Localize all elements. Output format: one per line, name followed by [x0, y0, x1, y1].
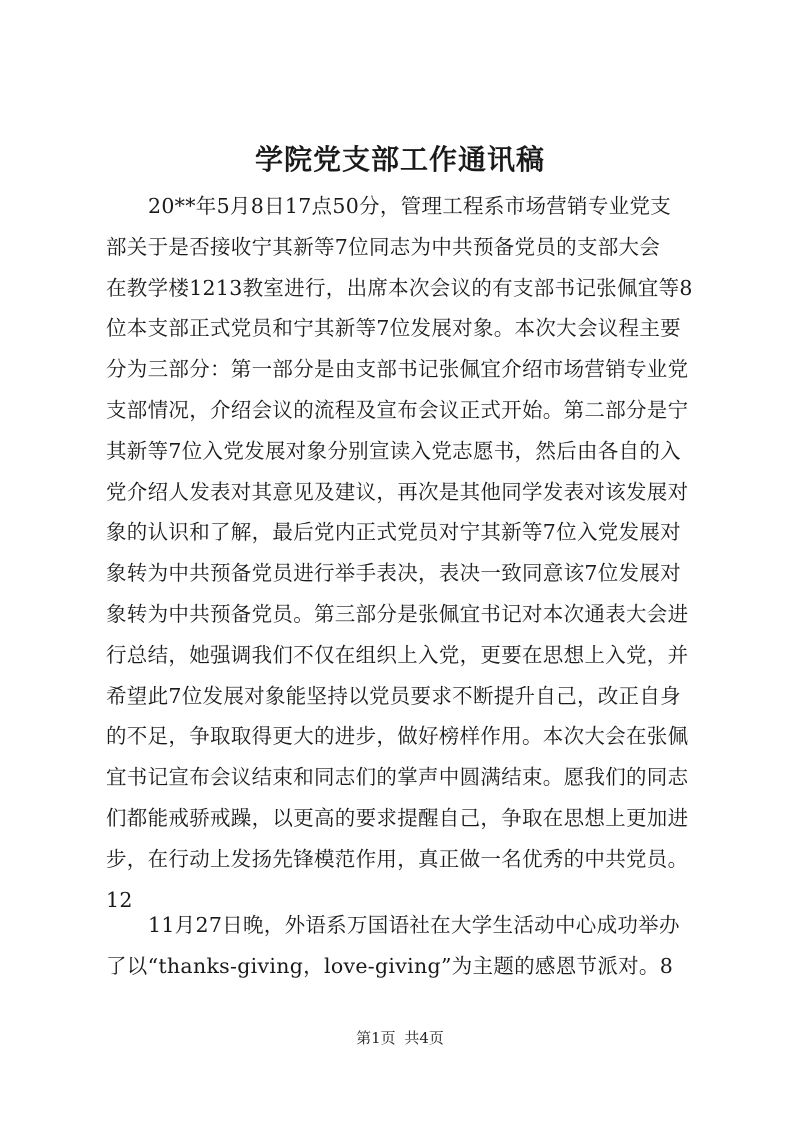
- page-total: 共4页: [404, 1029, 444, 1047]
- text-line: 12: [106, 887, 133, 912]
- text-line: 们都能戒骄戒躁，以更高的要求提醒自己，争取在思想上更加进: [106, 805, 689, 830]
- text-line: 部关于是否接收宁其新等7位同志为中共预备党员的支部大会: [106, 234, 661, 259]
- text-line: 位本支部正式党员和宁其新等7位发展对象。本次大会议程主要: [106, 316, 681, 341]
- text-line: 的不足，争取取得更大的进步，做好榜样作用。本次大会在张佩: [106, 724, 689, 749]
- text-line: 其新等7位入党发展对象分别宣读入党志愿书，然后由各自的入: [106, 438, 681, 463]
- document-title: 学院党支部工作通讯稿: [254, 143, 545, 176]
- text-line: 行总结，她强调我们不仅在组织上入党，更要在思想上入党，并: [106, 642, 689, 667]
- text-line: 象转为中共预备党员。第三部分是张佩宜书记对本次通表大会进: [106, 601, 689, 626]
- text-line: 宜书记宣布会议结束和同志们的掌声中圆满结束。愿我们的同志: [106, 765, 689, 790]
- text-line: 党介绍人发表对其意见及建议，再次是其他同学发表对该发展对: [106, 479, 689, 504]
- text-line: 在教学楼1213教室进行，出席本次会议的有支部书记张佩宜等8: [106, 275, 693, 300]
- paragraph-1: [106, 186, 710, 920]
- text-line: 分为三部分：第一部分是由支部书记张佩宜介绍市场营销专业党: [106, 357, 689, 382]
- text-line: 11月27日晚，外语系万国语社在大学生活动中心成功举办: [148, 913, 680, 937]
- text-line: 支部情况，介绍会议的流程及宣布会议正式开始。第二部分是宁: [106, 397, 689, 422]
- text-line: 象的认识和了解，最后党内正式党员对宁其新等7位入党发展对: [106, 520, 681, 545]
- text-line: 象转为中共预备党员进行举手表决，表决一致同意该7位发展对: [106, 561, 681, 586]
- text-line: 20**年5月8日17点50分，管理工程系市场营销专业党支: [148, 194, 672, 218]
- page-footer: [0, 1028, 800, 1048]
- text-line: 步，在行动上发扬先锋模范作用，真正做一名优秀的中共党员。: [106, 846, 689, 871]
- page-number: 第1页: [356, 1029, 396, 1047]
- text-line: 希望此7位发展对象能坚持以党员要求不断提升自己，改正自身: [106, 683, 681, 708]
- text-line: 了以“thanks-giving，love-giving”为主题的感恩节派对。8: [106, 953, 674, 978]
- paragraph-2: [106, 905, 710, 987]
